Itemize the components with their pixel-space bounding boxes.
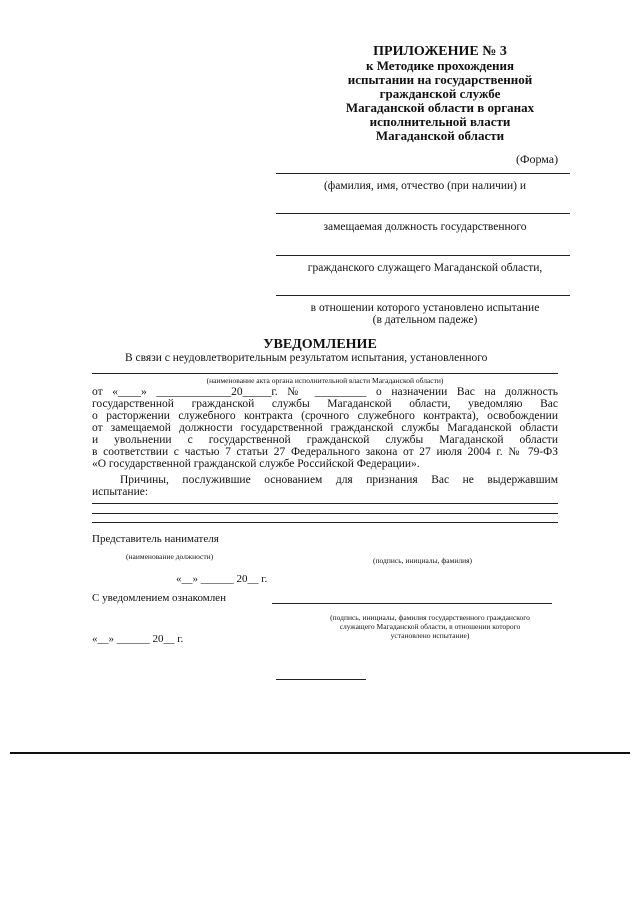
addressee-caption-2: замещаемая должность государственного bbox=[323, 221, 527, 233]
notice-intro: В связи с неудовлетворительным результатом испытания, установленного bbox=[125, 352, 488, 364]
act-caption: (наименование акта органа исполнительной власти Магаданской области) bbox=[206, 376, 444, 385]
notice-title: УВЕДОМЛЕНИЕ bbox=[263, 337, 377, 352]
header-line: к Методике прохождения bbox=[365, 58, 515, 73]
header-line: исполнительной власти bbox=[369, 114, 511, 129]
addressee-caption-3: гражданского служащего Магаданской области, bbox=[307, 262, 543, 274]
reasons-label: испытание: bbox=[92, 486, 149, 498]
signature-caption: (подпись, инициалы, фамилия) bbox=[373, 556, 473, 565]
ack-caption bbox=[310, 613, 550, 640]
ack-caption-line: установлено испытание) bbox=[390, 631, 470, 640]
addressee-caption-4b: (в дательном падеже) bbox=[372, 314, 478, 326]
notice-line: о расторжении служебного контракта (срочного служебного контракта), освобождении bbox=[92, 410, 558, 422]
header-line: Магаданской области bbox=[375, 128, 505, 143]
appendix-header bbox=[300, 45, 580, 143]
reasons-line-2 bbox=[92, 513, 558, 514]
notice-line: государственной гражданской службы Магаданской области, уведомляю Вас bbox=[92, 398, 558, 410]
reasons bbox=[92, 474, 558, 498]
employer-label: Представитель нанимателя bbox=[92, 533, 219, 545]
reasons-line-1 bbox=[92, 503, 558, 504]
addressee-line-3 bbox=[276, 255, 570, 256]
notice-body bbox=[92, 386, 558, 470]
addressee-caption-1: (фамилия, имя, отчество (при наличии) и bbox=[323, 180, 527, 192]
position-caption: (наименование должности) bbox=[126, 552, 214, 561]
addressee-line-2 bbox=[276, 213, 570, 214]
closing-short-line bbox=[276, 679, 366, 680]
addressee-line-1 bbox=[276, 173, 570, 174]
act-line bbox=[92, 373, 558, 374]
date-1: «__» ______ 20__ г. bbox=[176, 573, 268, 585]
appendix-title: ПРИЛОЖЕНИЕ № 3 bbox=[373, 44, 507, 59]
reasons-line: Причины, послужившие основанием для признания Вас не выдержавшим bbox=[120, 474, 558, 486]
header-line: испытании на государственной bbox=[347, 72, 533, 87]
ack-caption-line: служащего Магаданской области, в отношении которого bbox=[339, 622, 521, 631]
page-bottom-rule bbox=[10, 752, 630, 754]
notice-line: и увольнении с государственной гражданской службы Магаданской области bbox=[92, 434, 558, 446]
form-label: (Форма) bbox=[516, 152, 559, 166]
acknowledged-label: С уведомлением ознакомлен bbox=[92, 592, 226, 604]
notice-line: от «____» _____________20_____г. № _________ о назначении Вас на должность bbox=[92, 386, 558, 398]
notice-line: в соответствии с частью 7 статьи 27 Федерального закона от 27 июля 2004 г. № 79-ФЗ bbox=[92, 446, 558, 458]
ack-signature-line bbox=[272, 603, 552, 604]
addressee-line-4 bbox=[276, 295, 570, 296]
notice-line: от замещаемой должности государственной гражданской службы Магаданской области bbox=[92, 422, 558, 434]
date-2: «__» ______ 20__ г. bbox=[92, 633, 184, 645]
notice-line: «О государственной гражданской службе Российской Федерации». bbox=[92, 458, 420, 470]
header-line: гражданской службе bbox=[379, 86, 501, 101]
addressee-caption-4a: в отношении которого установлено испытание bbox=[310, 302, 540, 314]
header-line: Магаданской области в органах bbox=[345, 100, 535, 115]
ack-caption-line: (подпись, инициалы, фамилия государственного гражданского bbox=[330, 613, 530, 622]
reasons-line-3 bbox=[92, 522, 558, 523]
